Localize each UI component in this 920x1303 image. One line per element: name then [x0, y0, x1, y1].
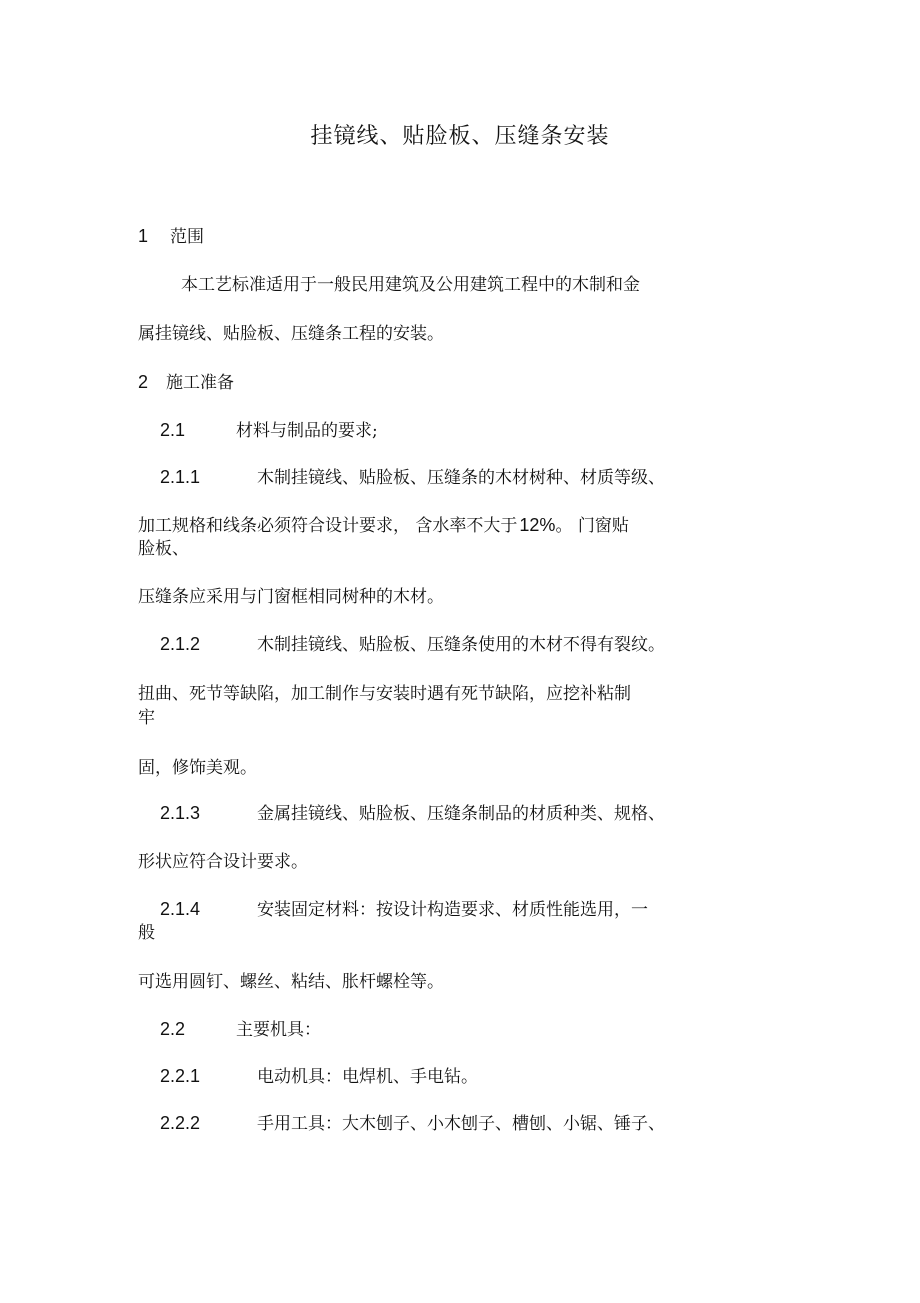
section-number: 2.2.2	[160, 1113, 201, 1133]
section-number: 2.1	[160, 420, 186, 440]
section-2-heading	[138, 371, 683, 394]
subsection-2-1	[160, 419, 705, 442]
item-2-1-3	[160, 802, 705, 825]
paragraph-line: 扭曲、死节等缺陷，加工制作与安装时遇有死节缺陷，应挖补粘制	[138, 684, 631, 704]
section-1-heading	[138, 225, 683, 248]
section-text: 手用工具：大木刨子、小木刨子、槽刨、小锯、锤子、	[257, 1114, 665, 1134]
section-title: 范围	[170, 227, 205, 247]
section-text: 木制挂镜线、贴脸板、压缝条的木材树种、材质等级、	[257, 468, 665, 488]
section-number: 2.2	[160, 1019, 186, 1039]
item-2-1-1	[160, 466, 705, 489]
section-text: 电动机具：电焊机、手电钻。	[257, 1067, 478, 1087]
paragraph-line: 属挂镜线、贴脸板、压缝条工程的安装。	[138, 324, 444, 344]
subsection-2-2	[160, 1018, 705, 1041]
item-2-1-2	[160, 633, 705, 656]
item-2-2-2	[160, 1112, 705, 1135]
section-number: 2.1.2	[160, 634, 201, 654]
paragraph-line	[138, 514, 683, 537]
paragraph-line: 压缝条应采用与门窗框相同树种的木材。	[138, 587, 444, 607]
item-2-1-4	[160, 898, 705, 921]
paragraph-line: 固，修饰美观。	[138, 758, 257, 778]
text-run: 。 门窗贴	[555, 516, 629, 536]
section-text: 安装固定材料：按设计构造要求、材质性能选用，一	[257, 900, 648, 920]
paragraph-line: 脸板、	[138, 539, 189, 559]
section-text: 主要机具：	[236, 1020, 321, 1040]
section-text: 材料与制品的要求;	[236, 421, 378, 441]
section-text: 金属挂镜线、贴脸板、压缝条制品的材质种类、规格、	[257, 804, 665, 824]
paragraph-line: 般	[138, 923, 155, 943]
paragraph-line: 牢	[138, 708, 155, 728]
section-number: 1	[138, 226, 149, 246]
section-text: 木制挂镜线、贴脸板、压缝条使用的木材不得有裂纹。	[257, 635, 665, 655]
text-run: 加工规格和线条必须符合设计要求， 含水率不大于	[138, 516, 518, 536]
section-number: 2.1.4	[160, 899, 201, 919]
section-number: 2.1.1	[160, 467, 201, 487]
paragraph-line: 可选用圆钉、螺丝、粘结、胀杆螺栓等。	[138, 972, 444, 992]
moisture-value: 12%	[519, 515, 556, 535]
document-title: 挂镜线、贴脸板、压缝条安装	[310, 124, 610, 149]
paragraph-line: 形状应符合设计要求。	[138, 852, 308, 872]
item-2-2-1	[160, 1065, 705, 1088]
section-title: 施工准备	[166, 373, 235, 393]
section-number: 2.2.1	[160, 1066, 201, 1086]
section-number: 2	[138, 372, 149, 392]
paragraph-line: 本工艺标准适用于一般民用建筑及公用建筑工程中的木制和金	[181, 275, 640, 295]
section-number: 2.1.3	[160, 803, 201, 823]
